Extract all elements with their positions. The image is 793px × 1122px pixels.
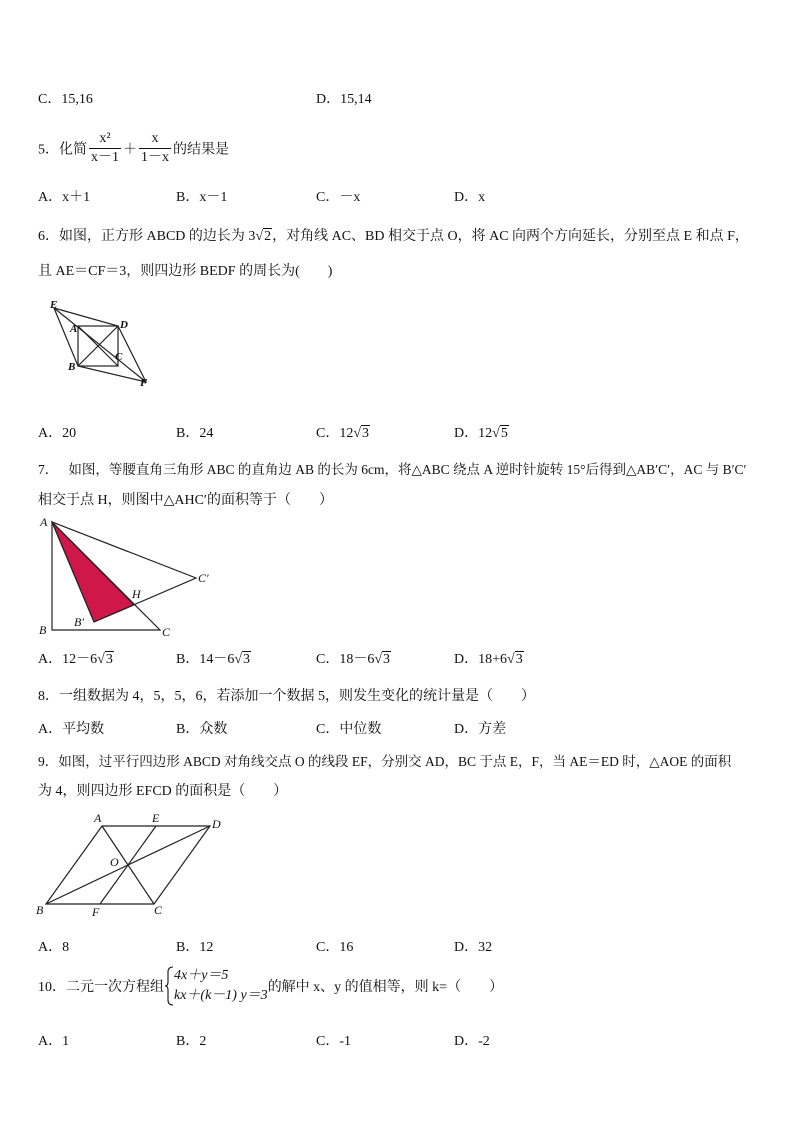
q9-label-o: O <box>110 855 119 869</box>
q6-figure <box>40 296 160 396</box>
q6-option-d <box>454 422 509 442</box>
q9-label-c: C <box>154 903 163 917</box>
q6-opt-d-sqrt: √5 <box>492 426 508 441</box>
q7-opt-b-pre: B．14－6 <box>176 652 235 667</box>
q7-line-2: 相交于点 H，则图中△AHC′的面积等于（ ） <box>38 493 333 508</box>
q7-figure <box>34 512 224 640</box>
q10-suffix: 的解中 x、y 的值相等，则 k=（ ） <box>267 980 504 995</box>
question-10 <box>38 966 503 1006</box>
q7-opt-c-rad: 3 <box>383 652 391 667</box>
q6-opt-c-rad: 3 <box>362 426 370 441</box>
q6-label-e: E <box>50 299 58 311</box>
q8-option-b: B．众数 <box>176 722 228 737</box>
q6-sqrt: √2 <box>255 229 272 244</box>
q10-option-c: C．-1 <box>316 1034 351 1049</box>
q6-option-b: B．24 <box>176 426 214 441</box>
q6-line1-a: 6．如图，正方形 ABCD 的边长为 3 <box>38 229 256 244</box>
q5-frac1-den: x－1 <box>91 150 119 165</box>
q5-option-d: D．x <box>454 190 486 205</box>
q5-fraction-2 <box>139 130 171 167</box>
q9-option-d: D．32 <box>454 940 493 955</box>
q9-label-d: D <box>212 817 221 831</box>
q5-option-b: B．x－1 <box>176 190 228 205</box>
q9-option-a: A．8 <box>38 940 70 955</box>
q7-shaded-triangle <box>52 522 134 622</box>
q9-line-2: 为 4，则四边形 EFCD 的面积是（ ） <box>38 784 288 799</box>
q7-label-c: C <box>162 625 171 639</box>
q7-option-d <box>454 648 524 668</box>
q7-opt-c-sqrt: √3 <box>374 652 391 667</box>
q7-label-b: B <box>39 623 47 637</box>
q7-opt-d-sqrt: √3 <box>507 652 523 667</box>
q10-eq1: 4x＋y＝5 <box>174 968 229 983</box>
q5-frac2-num: x <box>139 130 171 149</box>
q7-opt-a-pre: A．12－6 <box>38 652 98 667</box>
q6-label-d: D <box>120 319 128 331</box>
q10-option-b: B．2 <box>176 1034 207 1049</box>
q7-opt-a-sqrt: √3 <box>97 652 113 667</box>
q10-system <box>174 966 268 1006</box>
q6-line-2: 且 AE＝CF＝3，则四边形 BEDF 的周长为( ) <box>38 264 333 279</box>
q8-option-c: C．中位数 <box>316 722 382 737</box>
q7-option-b <box>176 648 251 668</box>
q5-frac1-num: x² <box>89 130 121 149</box>
q6-sqrt-radicand: 2 <box>264 229 272 244</box>
q10-eq2: kx＋(k－1) y＝3 <box>174 988 268 1003</box>
q6-opt-d-rad: 5 <box>500 426 508 441</box>
q5-option-c: C．－x <box>316 190 361 205</box>
q7-label-a: A <box>40 515 48 529</box>
q8-option-a: A．平均数 <box>38 722 105 737</box>
q5-fraction-1 <box>89 130 121 167</box>
q7-opt-b-sqrt: √3 <box>234 652 251 667</box>
q7-opt-c-pre: C．18－6 <box>316 652 375 667</box>
q7-label-h: H <box>132 587 141 601</box>
q5-frac2-den: 1－x <box>141 150 169 165</box>
q9-figure <box>34 808 234 922</box>
q9-segment-ef <box>100 826 156 904</box>
q6-opt-c-pre: C．12 <box>316 426 354 441</box>
q6-label-b: B <box>68 361 76 373</box>
q9-line-1: 9．如图，过平行四边形 ABCD 对角线交点 O 的线段 EF，分别交 AD，BC 于点 E，F，当 AE＝ED 时，△AOE 的面积 <box>38 754 732 769</box>
q9-label-e: E <box>152 811 160 825</box>
q5-suffix: 的结果是 <box>173 142 229 158</box>
q7-label-b-prime: B′ <box>74 615 84 629</box>
q10-option-d: D．-2 <box>454 1034 490 1049</box>
q10-option-a: A．1 <box>38 1034 70 1049</box>
q8-option-d: D．方差 <box>454 722 507 737</box>
q9-option-b: B．12 <box>176 940 214 955</box>
q7-opt-b-rad: 3 <box>243 652 251 667</box>
question-5 <box>38 130 229 167</box>
q9-label-b: B <box>36 903 44 917</box>
q7-opt-a-rad: 3 <box>105 652 113 667</box>
q6-option-c <box>316 422 370 442</box>
q4-option-c: C．15,16 <box>38 92 93 107</box>
q6-label-c: C <box>115 351 123 363</box>
q6-opt-c-sqrt: √3 <box>353 426 370 441</box>
q9-label-f: F <box>92 905 100 919</box>
q7-opt-d-pre: D．18+6 <box>454 652 508 667</box>
q5-plus: ＋ <box>123 142 137 158</box>
q6-option-a: A．20 <box>38 426 77 441</box>
q4-option-d: D．15,14 <box>316 92 372 107</box>
q9-label-a: A <box>94 811 102 825</box>
q9-option-c: C．16 <box>316 940 354 955</box>
q6-label-f: F <box>140 377 148 389</box>
q5-option-a: A．x＋1 <box>38 190 91 205</box>
q7-option-a <box>38 648 114 668</box>
q6-label-a: A <box>70 323 78 335</box>
q7-opt-d-rad: 3 <box>515 652 523 667</box>
q7-option-c <box>316 648 391 668</box>
q10-prefix: 10．二元一次方程组 <box>38 980 164 995</box>
q10-brace <box>164 966 174 1006</box>
q7-line-1: 7． 如图，等腰直角三角形 ABC 的直角边 AB 的长为 6cm，将△ABC 绕点 A 逆时针旋转 15°后得到△AB′C′，AC 与 B′C′ <box>38 462 747 477</box>
q7-label-c-prime: C′ <box>198 571 209 585</box>
q6-line-1 <box>38 225 749 245</box>
q5-prefix: 5．化简 <box>38 142 87 158</box>
q6-opt-d-pre: D．12 <box>454 426 493 441</box>
q6-line1-b: ，对角线 AC、BD 相交于点 O，将 AC 向两个方向延长，分别至点 E 和点 F， <box>272 229 749 244</box>
q8-line-1: 8．一组数据为 4，5，5，6，若添加一个数据 5，则发生变化的统计量是（ ） <box>38 689 535 704</box>
